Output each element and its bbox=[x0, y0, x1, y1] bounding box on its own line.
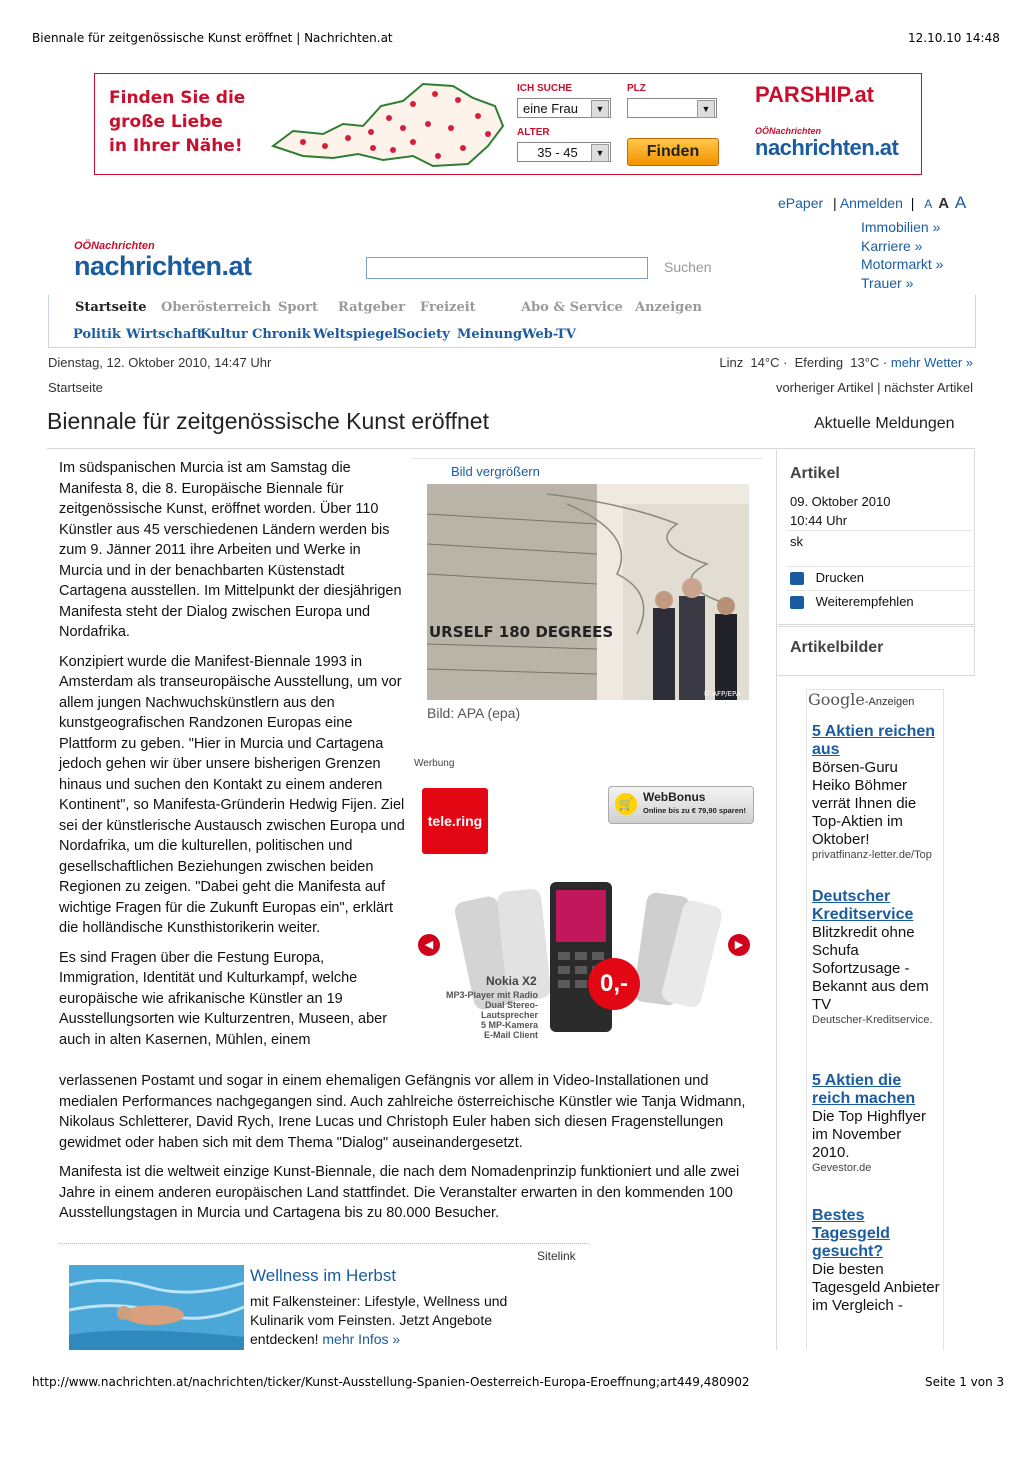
google-ad-body: Die besten Tagesgeld Anbieter im Vergleich - bbox=[812, 1261, 940, 1314]
nav-society[interactable]: Society bbox=[397, 327, 450, 342]
sitelink-more-link[interactable]: mehr Infos » bbox=[322, 1331, 401, 1347]
recommend-button[interactable] bbox=[790, 594, 914, 609]
nav-freizeit[interactable]: Freizeit bbox=[420, 300, 476, 315]
weather-text: Linz 14°C · Eferding 13°C · bbox=[719, 355, 891, 370]
nav-sub bbox=[48, 327, 974, 345]
alter-label: ALTER bbox=[517, 127, 550, 138]
top-utility-bar bbox=[778, 193, 966, 213]
google-ad[interactable] bbox=[812, 1072, 940, 1174]
sidebar-divider bbox=[786, 566, 972, 567]
prev-article-link[interactable]: vorheriger Artikel bbox=[775, 380, 874, 395]
banner-logo-big: nachrichten.at bbox=[755, 135, 899, 160]
image-wall-text: URSELF 180 DEGREES bbox=[429, 623, 614, 641]
sitelink-label: Sitelink bbox=[537, 1249, 576, 1263]
article-pager bbox=[776, 380, 973, 395]
chevron-down-icon: ▼ bbox=[697, 100, 715, 118]
nav-main bbox=[48, 300, 974, 318]
print-label: Drucken bbox=[815, 570, 865, 585]
nav-kultur[interactable]: Kultur bbox=[200, 327, 248, 342]
article-paragraph: Im südspanischen Murcia ist am Samstag die Manifesta 8, die 8. Europäische Biennale für zeitgenössische Kunst, eröffnet worden. Über 110 Künstler aus 45 verschiedenen Ländern werden bis zum 9. Jänner 2011 ihre Arbeiten und Werke in Murcia und in der benachbarten Küstenstadt Cartagena ausstellen. Im Mittelpunkt der diesjährigen Manifesta steht der Dialog zwischen Europa und Nordafrika. bbox=[59, 460, 402, 640]
quicklinks bbox=[861, 218, 943, 292]
google-ad-title[interactable]: Bestes Tagesgeld gesucht? bbox=[812, 1207, 890, 1260]
alter-value: 35 - 45 bbox=[537, 145, 578, 160]
finden-button[interactable]: Finden bbox=[627, 138, 719, 166]
chevron-down-icon: ▼ bbox=[591, 100, 609, 118]
art-installation-photo bbox=[427, 484, 749, 700]
nav-web-tv[interactable]: Web-TV bbox=[522, 327, 576, 342]
quicklink-trauer[interactable]: Trauer » bbox=[861, 274, 914, 291]
nav-anzeigen[interactable]: Anzeigen bbox=[635, 300, 702, 315]
title-divider bbox=[47, 448, 975, 449]
werbung-label: Werbung bbox=[414, 758, 455, 769]
print-footer-url: http://www.nachrichten.at/nachrichten/ticker/Kunst-Ausstellung-Spanien-Oesterreich-Europa-Eroeffnung;art449,480902 bbox=[32, 1375, 750, 1389]
nav-chronik[interactable]: Chronik bbox=[252, 327, 311, 342]
cart-icon: 🛒 bbox=[615, 793, 637, 815]
nav-meinung[interactable]: Meinung bbox=[457, 327, 523, 342]
separator: | bbox=[833, 195, 837, 211]
google-ads-header bbox=[808, 690, 914, 709]
banner-headline-line: in Ihrer Nähe! bbox=[109, 136, 243, 156]
quicklink-motormarkt[interactable]: Motormarkt » bbox=[861, 256, 944, 272]
google-ad[interactable] bbox=[812, 723, 940, 861]
sidebar-divider bbox=[786, 590, 972, 591]
google-ad-body: Blitzkredit ohne Schufa Sofortzusage - Bekannt aus dem TV bbox=[812, 924, 929, 1013]
page-title: Biennale für zeitgenössische Kunst eröffnet bbox=[47, 408, 489, 434]
nav-startseite[interactable]: Startseite bbox=[75, 300, 147, 315]
image-top-divider bbox=[412, 458, 762, 459]
font-size-large-button[interactable]: A bbox=[954, 193, 967, 212]
font-size-medium-button[interactable]: A bbox=[938, 195, 950, 212]
logo-big: nachrichten.at bbox=[74, 251, 252, 281]
telering-logo: tele.ring bbox=[422, 788, 488, 854]
article-body-column bbox=[59, 458, 407, 1050]
more-weather-link[interactable]: mehr Wetter » bbox=[890, 355, 973, 370]
article-date: 09. Oktober 2010 bbox=[790, 494, 891, 509]
print-footer-page: Seite 1 von 3 bbox=[925, 1375, 1005, 1389]
webbonus-badge[interactable] bbox=[608, 786, 754, 824]
article-paragraph: verlassenen Postamt und sogar in einem ehemaligen Gefängnis vor allem in Video-Installationen und medialen Performances nachgegangen sind. Auch zahlreiche österreichische Künstler wie Tanja Widmann, Nikolaus Schletterer, David Rych, Irene Lucas und Christoph Euler haben sich diesen Fragenstellungen gewidmet oder haben sich mit dem Thema "Dialog" auseinandergesetzt. bbox=[59, 1073, 746, 1151]
image-enlarge-link[interactable]: Bild vergrößern bbox=[451, 464, 540, 479]
sitelink-title[interactable]: Wellness im Herbst bbox=[250, 1266, 397, 1285]
aktuelle-meldungen-link[interactable]: Aktuelle Meldungen bbox=[814, 415, 955, 432]
article-paragraph: Konzipiert wurde die Manifest-Biennale 1993 in Amsterdam als transeuropäische Ausstellung, um vor allem jungen Nachwuchskünstlern aus den kunstgeografischen Randzonen Europas eine Plattform zu geben. "Hier in Murcia und Cartagena jedoch gehen wir über unsere bisherigen Grenzen hinaus und suchen den Kontakt zu einem anderen Kontinent", so Manifesta-Gründerin Hedwig Fijen. Ziel sei der künstlerische Austausch zwischen Europa und Nordafrika, um die kulturellen, politischen und gesellschaftlichen Beziehungen zwischen beiden Regionen zu zeigen. "Dabei geht die Manifesta auf wichtige Fragen für die Zukunft Europas ein", erklärt die holländische Kunsthistorikerin weiter. bbox=[59, 653, 405, 936]
image-credit: © AFP/EPA bbox=[703, 690, 741, 698]
search-input[interactable] bbox=[366, 257, 648, 279]
nav-sport[interactable]: Sport bbox=[278, 300, 319, 315]
chevron-down-icon: ▼ bbox=[591, 144, 609, 162]
plz-label: PLZ bbox=[627, 83, 646, 94]
font-size-small-button[interactable]: A bbox=[924, 197, 933, 211]
print-button[interactable] bbox=[790, 570, 864, 585]
breadcrumb-home[interactable]: Startseite bbox=[48, 380, 103, 395]
column-divider bbox=[776, 450, 777, 1350]
artikelbilder-heading: Artikelbilder bbox=[790, 639, 884, 656]
google-logo: Google bbox=[808, 690, 865, 709]
epaper-link[interactable]: ePaper bbox=[778, 195, 824, 211]
phone-name: Nokia X2 bbox=[486, 974, 537, 988]
article-paragraph: Es sind Fragen über die Festung Europa, Immigration, Identität und Kulturkampf, welche europäische wie afrikanische Künstler an 19 Ausstellungsorten wie Kulturzentren, Museen, aber auch in alten Kasernen, Mühlen, einem bbox=[59, 949, 388, 1048]
carousel-prev-icon[interactable]: ◀ bbox=[418, 934, 440, 956]
artikel-heading: Artikel bbox=[790, 465, 840, 482]
banner-headline-line: große Liebe bbox=[109, 112, 223, 132]
article-body-wide bbox=[59, 1071, 749, 1233]
parship-logo bbox=[755, 82, 874, 108]
telering-ad[interactable] bbox=[414, 772, 760, 1062]
google-ads-suffix: -Anzeigen bbox=[864, 696, 915, 708]
plz-select[interactable] bbox=[627, 98, 717, 118]
nav-politik[interactable]: Politik bbox=[73, 327, 121, 342]
carousel-next-icon[interactable]: ▶ bbox=[728, 934, 750, 956]
logo-small: OÖNachrichten bbox=[74, 240, 155, 252]
phone-feature: Dual Stereo-Lautsprecher bbox=[480, 1000, 538, 1020]
search-button[interactable]: Suchen bbox=[664, 259, 712, 275]
phone-feature: E-Mail Client bbox=[483, 1030, 538, 1040]
ich-suche-value: eine Frau bbox=[523, 101, 578, 116]
austria-hearts-map bbox=[263, 76, 511, 172]
next-article-link[interactable]: nächster Artikel bbox=[884, 380, 973, 395]
google-ad-source: privatfinanz-letter.de/Top bbox=[812, 849, 932, 861]
webbonus-title: WebBonus bbox=[643, 790, 706, 804]
anmelden-link[interactable]: Anmelden bbox=[839, 195, 903, 211]
google-ad[interactable] bbox=[812, 1207, 940, 1315]
mail-icon bbox=[790, 596, 804, 609]
article-time: 10:44 Uhr bbox=[790, 513, 848, 528]
phone-features bbox=[434, 990, 538, 1040]
print-header-datetime: 12.10.10 14:48 bbox=[908, 31, 1000, 45]
phone-feature: MP3-Player mit Radio bbox=[445, 990, 538, 1000]
google-ad-title[interactable]: 5 Aktien reichen aus bbox=[812, 723, 936, 758]
google-ad[interactable] bbox=[812, 888, 940, 1026]
google-ad-source: Deutscher-Kreditservice. bbox=[812, 1014, 933, 1026]
separator: | bbox=[877, 380, 881, 395]
alter-select[interactable] bbox=[517, 142, 611, 162]
separator: | bbox=[910, 195, 915, 211]
nav-abo-service[interactable]: Abo & Service bbox=[521, 300, 623, 315]
wellness-pool-photo bbox=[69, 1265, 244, 1350]
ich-suche-label: ICH SUCHE bbox=[517, 83, 573, 94]
article-paragraph: Manifesta ist die weltweit einzige Kunst-Biennale, die nach dem Nomadenprinzip funktioniert und alle zwei Jahre in einem anderen europäischen Land stattfindet. Die Veranstalter erwarten in den kommenden 100 Ausstellungstagen in Murcia und Cartagena bis zu 80.000 Besucher. bbox=[59, 1164, 740, 1221]
printer-icon bbox=[790, 572, 804, 585]
parship-banner-ad[interactable] bbox=[94, 73, 922, 175]
quicklink-karriere[interactable]: Karriere » bbox=[861, 237, 923, 254]
nav-weltspiegel[interactable]: Weltspiegel bbox=[313, 327, 398, 342]
google-ad-body: Die Top Highflyer im November 2010. bbox=[812, 1108, 926, 1161]
site-logo[interactable] bbox=[74, 240, 252, 280]
article-timestamp bbox=[790, 492, 890, 530]
google-ad-body: Börsen-Guru Heiko Böhmer verrät Ihnen die Top-Aktien im Oktober! bbox=[812, 759, 917, 848]
google-ad-source: Gevestor.de bbox=[812, 1162, 872, 1174]
nav-ratgeber[interactable]: Ratgeber bbox=[338, 300, 406, 315]
phone-feature: 5 MP-Kamera bbox=[480, 1020, 538, 1030]
nav-oberoesterreich[interactable]: Oberösterreich bbox=[161, 300, 272, 315]
google-ad-title[interactable]: Deutscher Kreditservice bbox=[812, 888, 914, 923]
google-ad-title[interactable]: 5 Aktien die reich machen bbox=[812, 1072, 916, 1107]
ich-suche-select[interactable] bbox=[517, 98, 611, 118]
current-date: Dienstag, 12. Oktober 2010, 14:47 Uhr bbox=[48, 355, 272, 370]
sitelink-text: mit Falkensteiner: Lifestyle, Wellness und Kulinarik vom Feinsten. Jetzt Angebote entdecken! bbox=[250, 1293, 508, 1347]
sitelink-text-block bbox=[250, 1292, 535, 1349]
parship-logo-text: PARSHIP.at bbox=[755, 82, 875, 107]
banner-logo-small: OÖNachrichten bbox=[755, 126, 822, 136]
banner-headline bbox=[109, 86, 245, 158]
quicklink-immobilien[interactable]: Immobilien » bbox=[861, 219, 941, 235]
recommend-label: Weiterempfehlen bbox=[815, 594, 914, 609]
sidebar-divider bbox=[786, 530, 972, 531]
article-author: sk bbox=[790, 534, 803, 549]
article-image[interactable] bbox=[427, 484, 749, 700]
image-caption: Bild: APA (epa) bbox=[427, 705, 521, 721]
sitelink-divider bbox=[59, 1243, 589, 1245]
banner-headline-line: Finden Sie die bbox=[109, 88, 246, 108]
webbonus-subtitle: Online bis zu € 79,90 sparen! bbox=[643, 806, 746, 815]
nav-wirtschaft[interactable]: Wirtschaft bbox=[126, 327, 203, 342]
price-badge: 0,- bbox=[588, 958, 640, 1010]
print-header-title: Biennale für zeitgenössische Kunst eröffnet | Nachrichten.at bbox=[32, 31, 393, 45]
sitelink-image[interactable] bbox=[69, 1265, 244, 1350]
weather-info bbox=[719, 355, 973, 370]
